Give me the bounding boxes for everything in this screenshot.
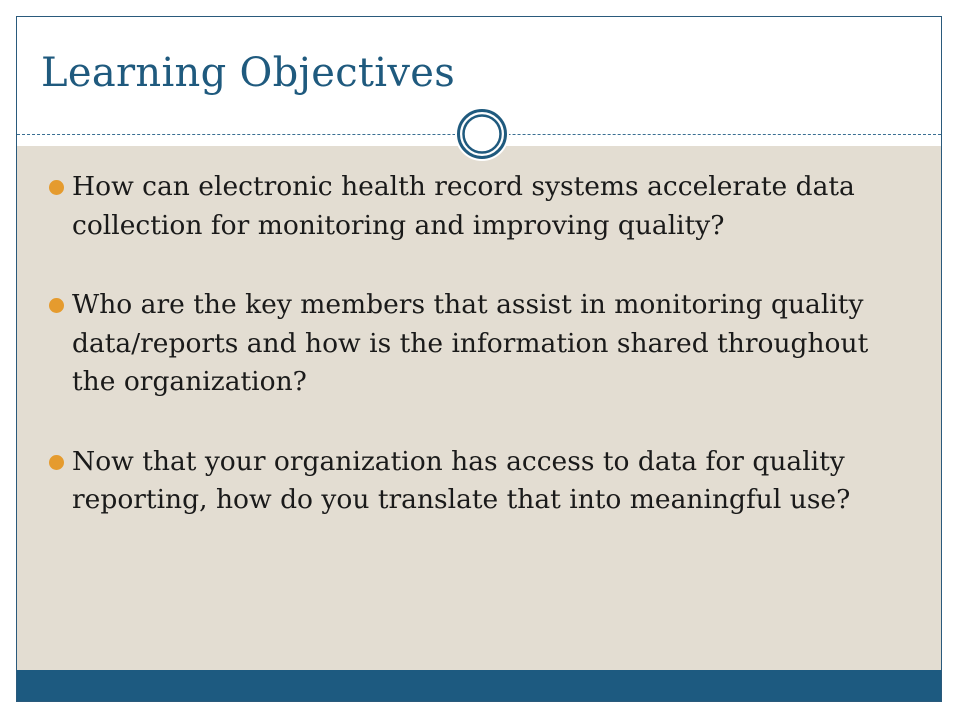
bullet-dot-icon (49, 180, 64, 195)
objectives-list (44, 168, 914, 561)
bullet-dot-icon (49, 298, 64, 313)
footer-bar (17, 670, 941, 701)
bullet-text: Now that your organization has access to data for quality reporting, how do you translate that into meaningful use? (72, 445, 851, 515)
list-item (44, 286, 914, 402)
list-item (44, 168, 914, 245)
slide-title: Learning Objectives (41, 50, 456, 96)
concentric-circle-icon (454, 106, 510, 162)
bullet-dot-icon (49, 455, 64, 470)
list-item (44, 443, 914, 520)
bullet-text: How can electronic health record systems accelerate data collection for monitoring and improving quality? (72, 171, 855, 241)
bullet-text: Who are the key members that assist in monitoring quality data/reports and how is the information shared throughout the organization? (72, 289, 869, 397)
